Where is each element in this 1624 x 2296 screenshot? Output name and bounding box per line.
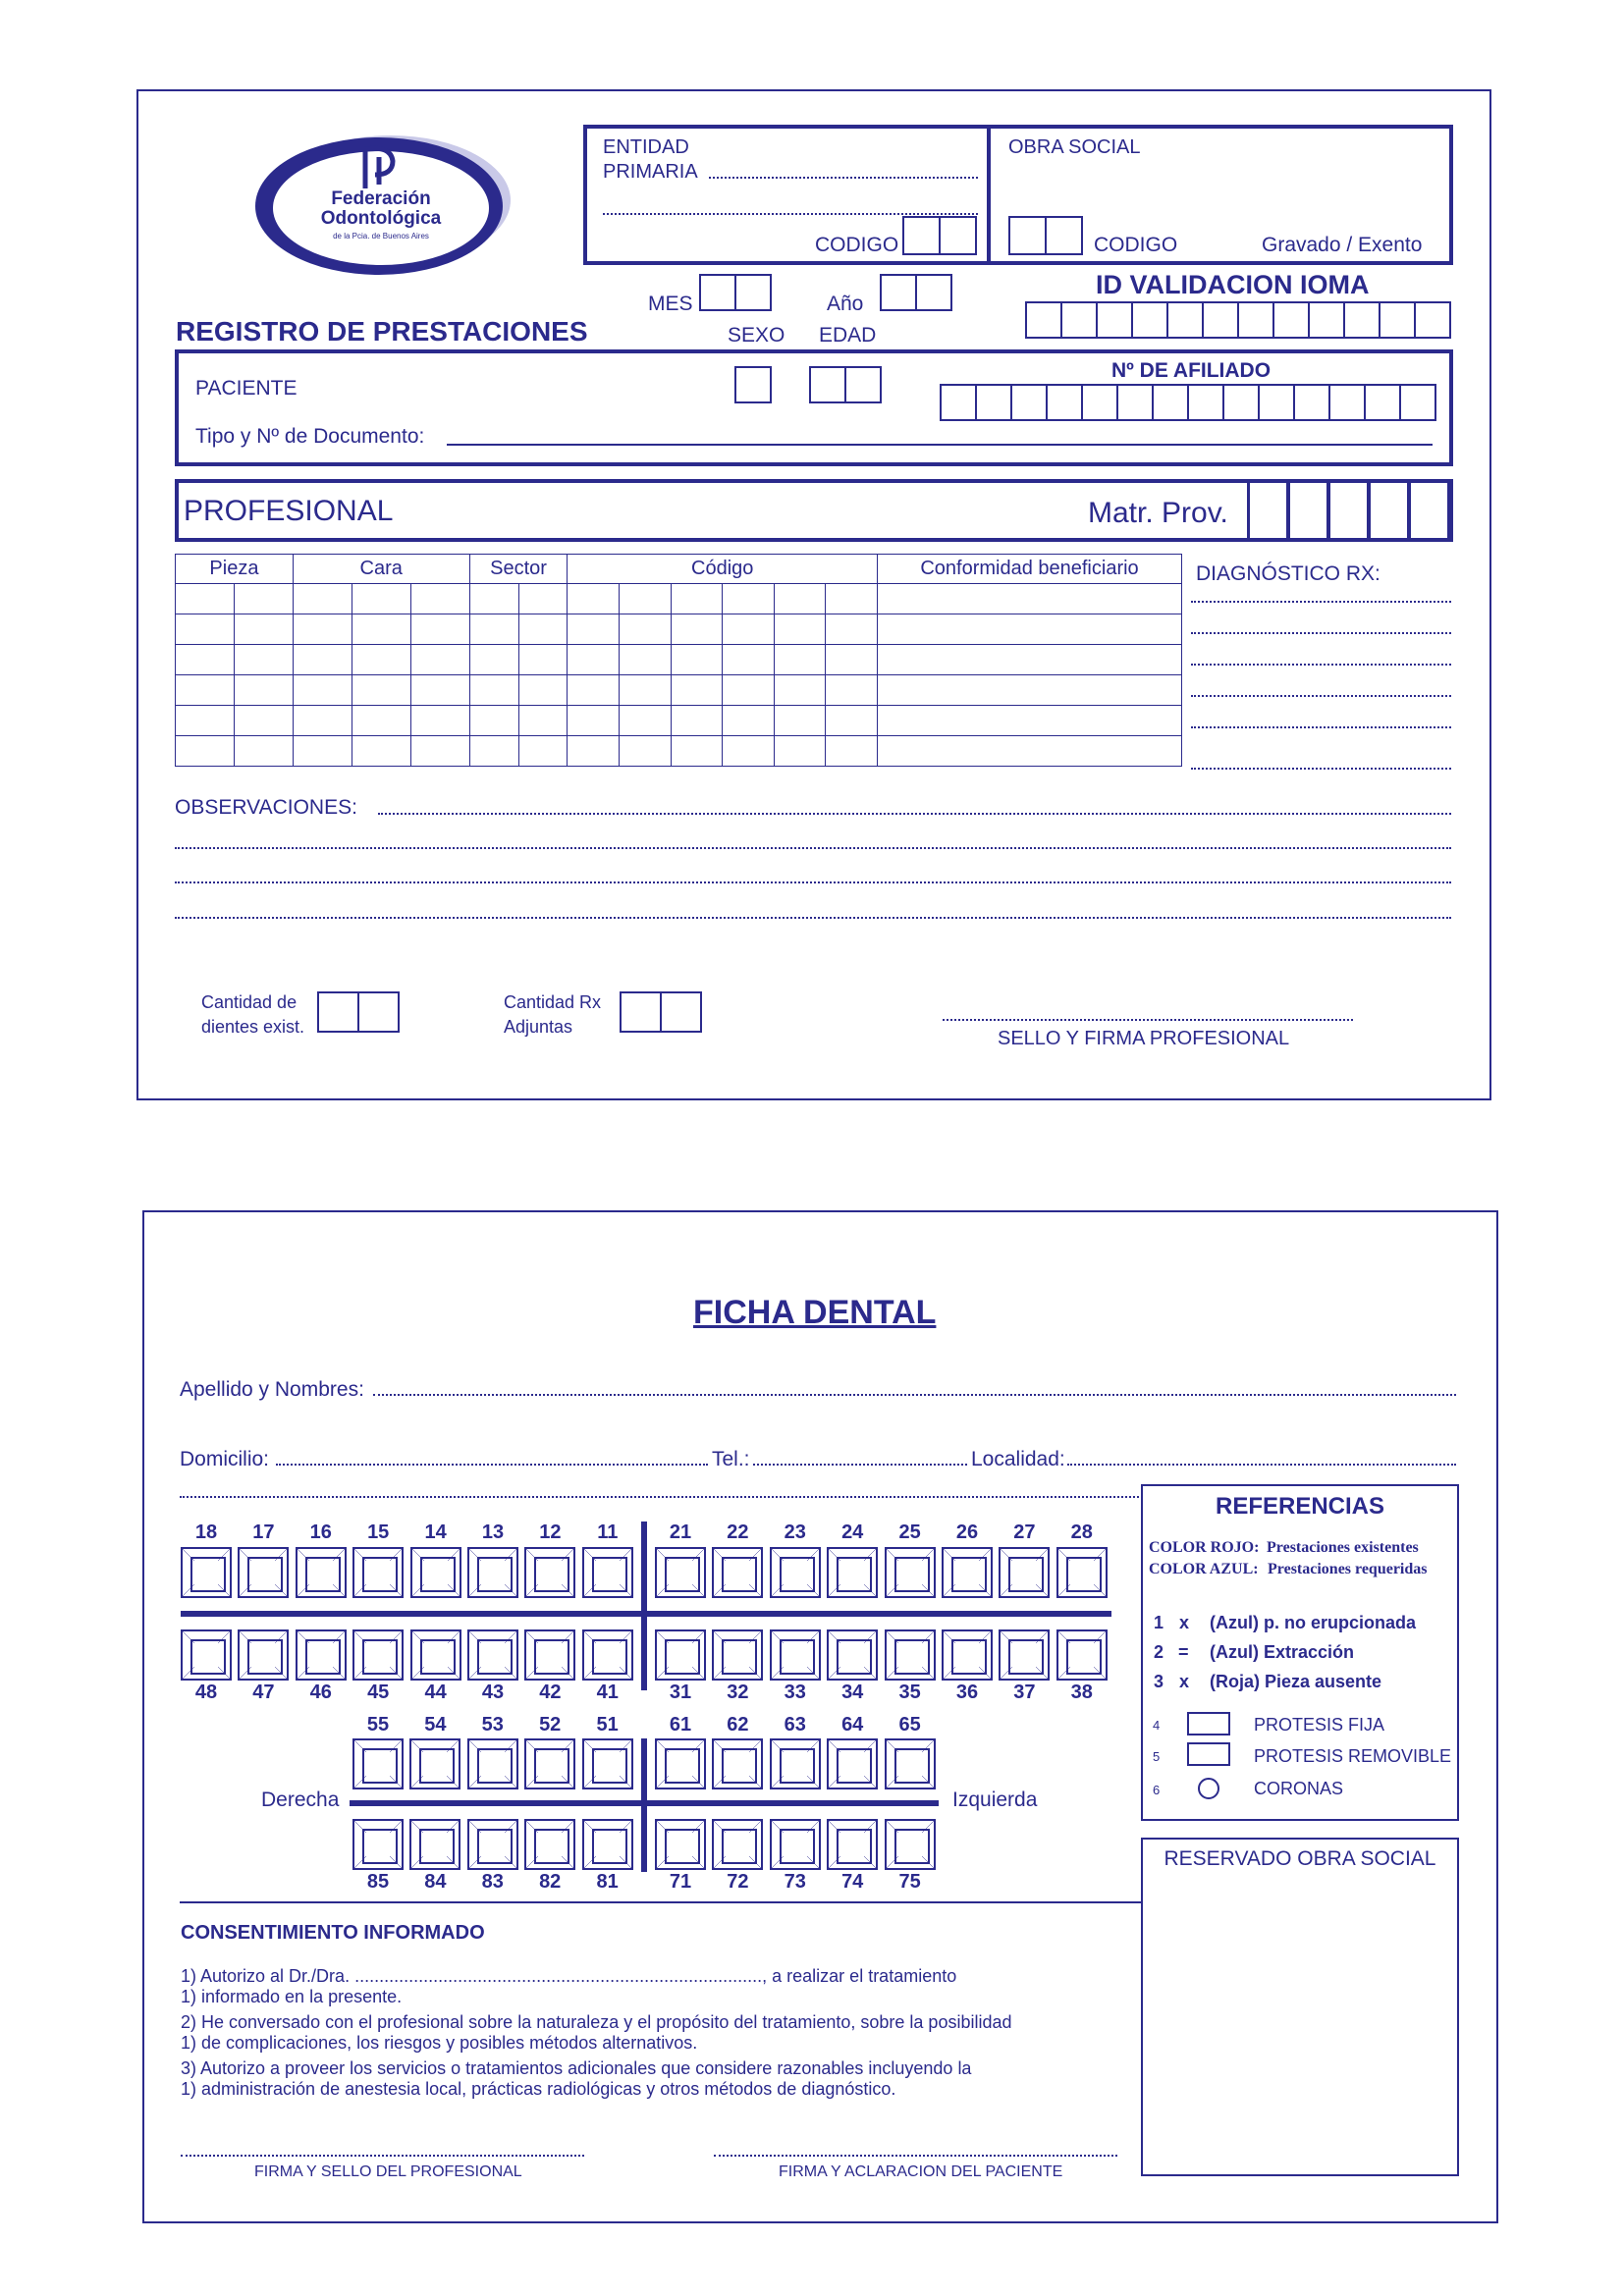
tooth-45[interactable]	[352, 1629, 404, 1681]
documento-field[interactable]	[447, 444, 1433, 446]
afiliado-cell[interactable]	[1046, 384, 1083, 421]
edad-cell[interactable]	[809, 366, 846, 403]
afiliado-cell[interactable]	[1293, 384, 1330, 421]
table-row[interactable]	[176, 736, 1182, 767]
firma-profesional-line[interactable]	[943, 1009, 1353, 1021]
ref-4-num: 4	[1153, 1718, 1161, 1733]
logo-line2: Odontológica	[320, 208, 442, 229]
tooth-number: 26	[955, 1522, 979, 1543]
documento-label: Tipo y Nº de Documento:	[195, 425, 425, 448]
tooth-number: 44	[424, 1682, 447, 1703]
obra-codigo-cell[interactable]	[1045, 216, 1083, 255]
cantidad-dientes-cell[interactable]	[317, 991, 359, 1033]
tooth-number: 45	[367, 1682, 390, 1703]
color-rojo-key: COLOR ROJO:	[1149, 1539, 1260, 1556]
color-azul-val: Prestaciones requeridas	[1268, 1561, 1428, 1577]
cantidad-dientes-label-2: dientes exist.	[201, 1017, 305, 1037]
diagnostico-line[interactable]	[1191, 624, 1451, 634]
localidad-field-2[interactable]	[180, 1486, 1139, 1498]
afiliado-cell[interactable]	[1222, 384, 1260, 421]
registro-title: REGISTRO DE PRESTACIONES	[176, 316, 588, 347]
obra-codigo-cell[interactable]	[1008, 216, 1047, 255]
logo-line1: Federación	[331, 188, 431, 209]
firma-paciente-label: FIRMA Y ACLARACION DEL PACIENTE	[779, 2163, 1063, 2180]
tooth-32[interactable]	[712, 1629, 763, 1681]
tooth-28[interactable]	[1056, 1547, 1108, 1598]
header-conformidad: Conformidad beneficiario	[878, 555, 1182, 584]
id-validacion-cell[interactable]	[1414, 301, 1451, 339]
tooth-82[interactable]	[524, 1819, 575, 1870]
entidad-field[interactable]	[709, 167, 978, 179]
tooth-number: 54	[424, 1714, 447, 1735]
referencias-title: REFERENCIAS	[1215, 1493, 1385, 1520]
afiliado-cell[interactable]	[1152, 384, 1189, 421]
tooth-number: 48	[194, 1682, 218, 1703]
id-validacion-cell[interactable]	[1272, 301, 1310, 339]
ref-1-sym: x	[1179, 1613, 1190, 1632]
primaria-label: PRIMARIA	[603, 161, 698, 183]
id-validacion-cell[interactable]	[1025, 301, 1062, 339]
odontogram-separator	[180, 1901, 1141, 1903]
afiliado-cell[interactable]	[1399, 384, 1436, 421]
tooth-53[interactable]	[467, 1738, 518, 1789]
table-row[interactable]	[176, 706, 1182, 736]
paciente-label: PACIENTE	[195, 377, 298, 400]
tooth-61[interactable]	[655, 1738, 706, 1789]
ref-3-text: (Roja) Pieza ausente	[1210, 1672, 1382, 1691]
tooth-16[interactable]	[296, 1547, 347, 1598]
afiliado-cell[interactable]	[1328, 384, 1366, 421]
federacion-logo	[244, 124, 518, 281]
deciduous-vertical-divider	[641, 1738, 647, 1872]
tooth-number: 85	[366, 1871, 390, 1893]
diagnostico-line[interactable]	[1191, 656, 1451, 666]
afiliado-cell[interactable]	[1364, 384, 1401, 421]
tooth-21[interactable]	[655, 1547, 706, 1598]
cantidad-rx-cell[interactable]	[620, 991, 662, 1033]
consentimiento-title: CONSENTIMIENTO INFORMADO	[181, 1922, 485, 1944]
reservado-box	[1141, 1838, 1459, 2176]
observaciones-line[interactable]	[175, 872, 1451, 883]
observaciones-line[interactable]	[175, 837, 1451, 849]
tooth-number: 82	[539, 1871, 562, 1893]
tooth-number: 15	[367, 1522, 390, 1543]
matricula-cell[interactable]	[1287, 479, 1329, 542]
tooth-35[interactable]	[885, 1629, 936, 1681]
ref-1-text: (Azul) p. no erupcionada	[1210, 1613, 1416, 1632]
tooth-number: 33	[784, 1682, 806, 1703]
diagnostico-line[interactable]	[1191, 760, 1451, 770]
afiliado-cell[interactable]	[940, 384, 977, 421]
ref-6-num: 6	[1153, 1783, 1161, 1797]
afiliado-cell[interactable]	[1081, 384, 1118, 421]
tooth-63[interactable]	[770, 1738, 821, 1789]
tooth-number: 75	[898, 1871, 921, 1893]
mes-cell[interactable]	[699, 274, 736, 311]
diagnostico-line[interactable]	[1191, 719, 1451, 728]
profesional-label: PROFESIONAL	[184, 495, 394, 527]
afiliado-cell[interactable]	[1116, 384, 1154, 421]
mes-label: MES	[648, 293, 693, 315]
tooth-number: 47	[252, 1682, 275, 1703]
ref-6-text: CORONAS	[1254, 1779, 1344, 1798]
tooth-number: 22	[727, 1522, 749, 1543]
tooth-54[interactable]	[409, 1738, 460, 1789]
tooth-18[interactable]	[181, 1547, 232, 1598]
tooth-24[interactable]	[827, 1547, 878, 1598]
entidad-codigo-cell[interactable]	[902, 216, 941, 255]
tooth-number: 55	[366, 1714, 390, 1735]
tooth-73[interactable]	[770, 1819, 821, 1870]
color-rojo-val: Prestaciones existentes	[1267, 1539, 1419, 1556]
consent-line: 1) administración de anestesia local, prácticas radiológicas y otros métodos de diagnóstico.	[181, 2079, 896, 2099]
observaciones-label: OBSERVACIONES:	[175, 796, 357, 819]
tooth-22[interactable]	[712, 1547, 763, 1598]
tooth-number: 81	[596, 1871, 619, 1893]
protesis-fija-swatch	[1187, 1712, 1230, 1735]
tooth-number: 18	[194, 1522, 218, 1543]
tooth-number: 23	[784, 1522, 806, 1543]
tooth-42[interactable]	[524, 1629, 575, 1681]
tooth-46[interactable]	[296, 1629, 347, 1681]
observaciones-line[interactable]	[378, 803, 1451, 815]
tooth-number: 34	[841, 1682, 864, 1703]
id-validacion-cells[interactable]	[1025, 301, 1451, 339]
tooth-number: 16	[309, 1522, 332, 1543]
ref-3-num: 3	[1154, 1672, 1164, 1691]
tooth-71[interactable]	[655, 1819, 706, 1870]
tooth-23[interactable]	[770, 1547, 821, 1598]
cantidad-rx-label-2: Adjuntas	[504, 1017, 573, 1037]
tooth-48[interactable]	[181, 1629, 232, 1681]
tooth-number: 71	[669, 1871, 692, 1893]
ref-5-num: 5	[1153, 1749, 1161, 1764]
tooth-84[interactable]	[409, 1819, 460, 1870]
entidad-field-2[interactable]	[603, 203, 978, 215]
tooth-72[interactable]	[712, 1819, 763, 1870]
tooth-36[interactable]	[942, 1629, 993, 1681]
consent-line: 3) Autorizo a proveer los servicios o tratamientos adicionales que considere razonables incluyendo la	[181, 2058, 972, 2078]
tooth-number: 43	[481, 1682, 505, 1703]
firma-paciente-field[interactable]	[714, 2147, 1117, 2157]
tel-field[interactable]	[753, 1454, 967, 1466]
tooth-number: 11	[597, 1522, 619, 1543]
tooth-number: 21	[669, 1522, 692, 1543]
firma-sello-profesional-label: FIRMA Y SELLO DEL PROFESIONAL	[254, 2163, 522, 2180]
tooth-number: 41	[596, 1682, 619, 1703]
tooth-33[interactable]	[770, 1629, 821, 1681]
tooth-number: 52	[539, 1714, 562, 1735]
cantidad-dientes-label: Cantidad de	[201, 992, 298, 1012]
tooth-13[interactable]	[467, 1547, 518, 1598]
afiliado-cell[interactable]	[1187, 384, 1224, 421]
tooth-number: 61	[669, 1714, 692, 1735]
tooth-64[interactable]	[827, 1738, 878, 1789]
header-pieza: Pieza	[176, 555, 294, 584]
id-validacion-cell[interactable]	[1343, 301, 1380, 339]
tooth-number: 27	[1013, 1522, 1036, 1543]
matricula-cell[interactable]	[1408, 479, 1450, 542]
diagnostico-line[interactable]	[1191, 593, 1451, 603]
anio-label: Año	[827, 293, 864, 315]
tooth-17[interactable]	[238, 1547, 289, 1598]
sexo-cells[interactable]	[734, 366, 772, 403]
prestaciones-header-row	[176, 555, 1182, 584]
tooth-number: 38	[1070, 1682, 1093, 1703]
reservado-label: RESERVADO OBRA SOCIAL	[1164, 1847, 1436, 1870]
entidad-codigo-cells[interactable]	[902, 216, 977, 255]
consent-line: 1) Autorizo al Dr./Dra. ..................................................................................., a realizar el tratamiento	[181, 1966, 957, 1986]
ref-3-sym: x	[1179, 1672, 1190, 1691]
tooth-41[interactable]	[582, 1629, 633, 1681]
tooth-number: 46	[309, 1682, 332, 1703]
tooth-number: 64	[841, 1714, 864, 1735]
consent-line: 1) informado en la presente.	[181, 1987, 403, 2006]
tooth-38[interactable]	[1056, 1629, 1108, 1681]
obra-social-label: OBRA SOCIAL	[1008, 136, 1141, 158]
id-validacion-label: ID VALIDACION IOMA	[1096, 270, 1370, 299]
id-validacion-cell[interactable]	[1131, 301, 1168, 339]
tooth-number: 63	[784, 1714, 806, 1735]
tooth-number: 25	[898, 1522, 921, 1543]
tooth-number: 28	[1070, 1522, 1093, 1543]
mes-cells[interactable]	[699, 274, 772, 311]
tooth-number: 14	[424, 1522, 447, 1543]
tooth-83[interactable]	[467, 1819, 518, 1870]
tooth-11[interactable]	[582, 1547, 633, 1598]
tooth-15[interactable]	[352, 1547, 404, 1598]
tooth-number: 32	[727, 1682, 749, 1703]
matricula-cell[interactable]	[1327, 479, 1370, 542]
entidad-label: ENTIDAD	[603, 136, 689, 158]
tooth-85[interactable]	[352, 1819, 404, 1870]
ficha-title: FICHA DENTAL	[693, 1294, 937, 1331]
tooth-43[interactable]	[467, 1629, 518, 1681]
izquierda-label: Izquierda	[952, 1789, 1038, 1811]
tooth-25[interactable]	[885, 1547, 936, 1598]
tooth-number: 51	[596, 1714, 619, 1735]
afiliado-cell[interactable]	[1010, 384, 1048, 421]
color-azul-key: COLOR AZUL:	[1149, 1561, 1259, 1577]
cantidad-dientes-cells[interactable]	[317, 991, 400, 1033]
matricula-label: Matr. Prov.	[1088, 497, 1228, 529]
diagnostico-line[interactable]	[1191, 687, 1451, 697]
tooth-number: 35	[898, 1682, 921, 1703]
anio-cells[interactable]	[880, 274, 952, 311]
edad-cells[interactable]	[809, 366, 882, 403]
tooth-number: 65	[898, 1714, 921, 1735]
table-row[interactable]	[176, 584, 1182, 614]
tooth-number: 84	[424, 1871, 447, 1893]
sexo-label: SEXO	[728, 324, 785, 347]
tooth-75[interactable]	[885, 1819, 936, 1870]
tooth-number: 42	[539, 1682, 562, 1703]
entidad-divider	[987, 125, 991, 265]
tooth-47[interactable]	[238, 1629, 289, 1681]
cantidad-rx-cells[interactable]	[620, 991, 702, 1033]
header-sector: Sector	[469, 555, 568, 584]
anio-cell[interactable]	[915, 274, 952, 311]
observaciones-line[interactable]	[175, 907, 1451, 919]
domicilio-label: Domicilio:	[180, 1448, 270, 1470]
gravado-label: Gravado / Exento	[1262, 234, 1423, 256]
matricula-cell[interactable]	[1368, 479, 1410, 542]
tooth-number: 12	[539, 1522, 562, 1543]
apellido-field[interactable]	[373, 1384, 1456, 1396]
ref-1-num: 1	[1154, 1613, 1164, 1632]
afiliado-label: Nº DE AFILIADO	[1111, 359, 1272, 382]
id-validacion-cell[interactable]	[1237, 301, 1274, 339]
tooth-number: 62	[727, 1714, 749, 1735]
domicilio-field[interactable]	[276, 1454, 708, 1466]
sexo-cell[interactable]	[734, 366, 772, 403]
id-validacion-cell[interactable]	[1060, 301, 1098, 339]
tooth-number: 53	[481, 1714, 504, 1735]
entidad-codigo-cell[interactable]	[939, 216, 977, 255]
tooth-37[interactable]	[999, 1629, 1050, 1681]
edad-label: EDAD	[819, 324, 877, 347]
ref-4-text: PROTESIS FIJA	[1254, 1715, 1385, 1735]
afiliado-cell[interactable]	[1258, 384, 1295, 421]
matricula-cells[interactable]	[1247, 479, 1450, 542]
anio-cell[interactable]	[880, 274, 917, 311]
consent-line: 2) He conversado con el profesional sobre la naturaleza y el propósito del tratamiento, sobre la posibilidad	[181, 2012, 1012, 2032]
derecha-label: Derecha	[261, 1789, 340, 1811]
cantidad-dientes-cell[interactable]	[357, 991, 400, 1033]
firma-profesional-label: SELLO Y FIRMA PROFESIONAL	[998, 1028, 1290, 1049]
tooth-52[interactable]	[524, 1738, 575, 1789]
id-validacion-cell[interactable]	[1096, 301, 1133, 339]
tooth-27[interactable]	[999, 1547, 1050, 1598]
tooth-number: 72	[727, 1871, 749, 1893]
obra-codigo-cells[interactable]	[1008, 216, 1083, 255]
tooth-number: 31	[669, 1682, 692, 1703]
tooth-44[interactable]	[410, 1629, 461, 1681]
tooth-number: 37	[1013, 1682, 1036, 1703]
tooth-number: 74	[841, 1871, 864, 1893]
id-validacion-cell[interactable]	[1379, 301, 1416, 339]
id-validacion-cell[interactable]	[1308, 301, 1345, 339]
tooth-number: 36	[955, 1682, 979, 1703]
tooth-65[interactable]	[885, 1738, 936, 1789]
tooth-81[interactable]	[582, 1819, 633, 1870]
permanent-vertical-divider	[641, 1522, 647, 1690]
id-validacion-cell[interactable]	[1202, 301, 1239, 339]
tooth-55[interactable]	[352, 1738, 404, 1789]
tooth-number: 24	[841, 1522, 864, 1543]
tooth-number: 17	[252, 1522, 275, 1543]
tooth-62[interactable]	[712, 1738, 763, 1789]
edad-cell[interactable]	[844, 366, 882, 403]
cantidad-rx-cell[interactable]	[660, 991, 702, 1033]
mes-cell[interactable]	[734, 274, 772, 311]
entidad-codigo-label: CODIGO	[815, 234, 899, 256]
table-row[interactable]	[176, 645, 1182, 675]
localidad-label: Localidad:	[971, 1448, 1065, 1470]
header-codigo: Código	[568, 555, 878, 584]
protesis-removible-swatch	[1187, 1742, 1230, 1766]
obra-codigo-label: CODIGO	[1094, 234, 1178, 256]
tel-label: Tel.:	[712, 1448, 750, 1470]
matricula-cell[interactable]	[1247, 479, 1289, 542]
tooth-12[interactable]	[524, 1547, 575, 1598]
prestaciones-table	[175, 554, 1182, 767]
tooth-51[interactable]	[582, 1738, 633, 1789]
table-row[interactable]	[176, 675, 1182, 706]
apellido-label: Apellido y Nombres:	[180, 1378, 364, 1401]
tooth-number: 13	[481, 1522, 505, 1543]
table-row[interactable]	[176, 614, 1182, 645]
ref-2-sym: =	[1178, 1642, 1189, 1662]
afiliado-cells[interactable]	[940, 384, 1436, 421]
afiliado-cell[interactable]	[975, 384, 1012, 421]
ref-2-text: (Azul) Extracción	[1210, 1642, 1355, 1662]
ref-5-text: PROTESIS REMOVIBLE	[1254, 1746, 1452, 1766]
tooth-number: 83	[481, 1871, 504, 1893]
localidad-field[interactable]	[1067, 1454, 1456, 1466]
tooth-number: 73	[784, 1871, 806, 1893]
tooth-31[interactable]	[655, 1629, 706, 1681]
tooth-14[interactable]	[410, 1547, 461, 1598]
logo-line3: de la Pcia. de Buenos Aires	[333, 232, 429, 240]
ref-2-num: 2	[1154, 1642, 1164, 1662]
tooth-34[interactable]	[827, 1629, 878, 1681]
tooth-26[interactable]	[942, 1547, 993, 1598]
id-validacion-cell[interactable]	[1166, 301, 1204, 339]
cantidad-rx-label: Cantidad Rx	[504, 992, 602, 1012]
firma-profesional-field[interactable]	[181, 2147, 584, 2157]
diagnostico-label: DIAGNÓSTICO RX:	[1196, 562, 1380, 585]
header-cara: Cara	[293, 555, 469, 584]
tooth-74[interactable]	[827, 1819, 878, 1870]
consent-line: 1) de complicaciones, los riesgos y posibles métodos alternativos.	[181, 2033, 698, 2053]
coronas-circle-icon	[1198, 1778, 1219, 1799]
